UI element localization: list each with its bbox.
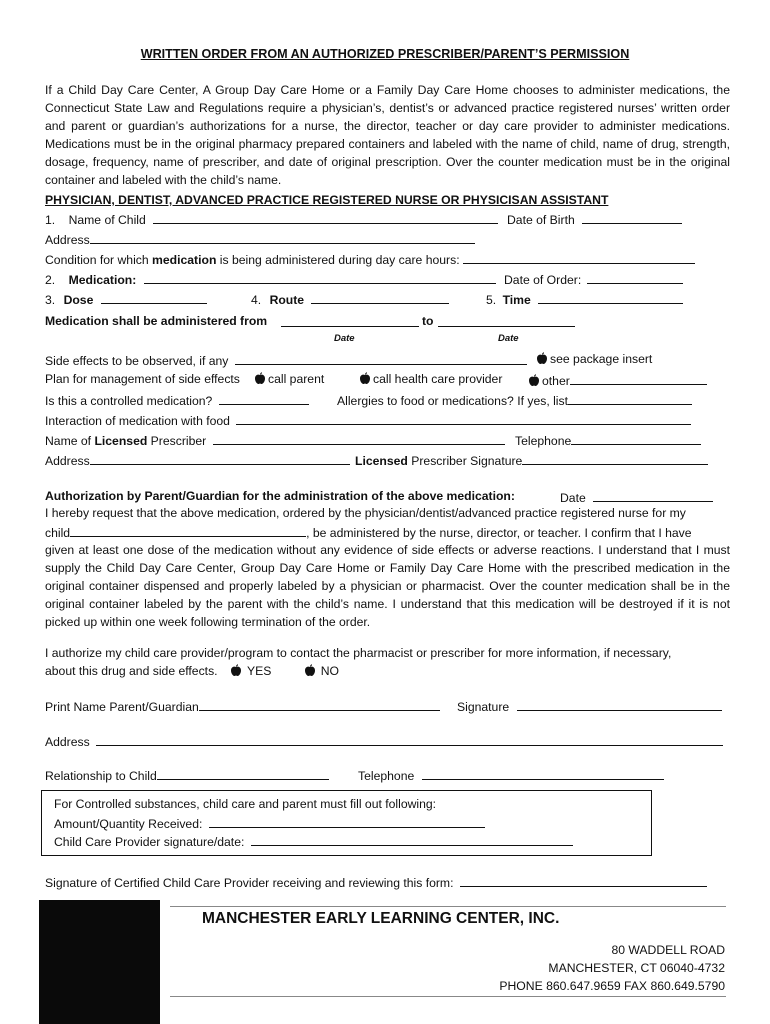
parent-telephone-row [358,767,664,784]
licensed-label: Licensed [355,454,408,468]
print-name-field[interactable] [199,698,440,711]
administered-from-label: Medication shall be administered from [45,314,268,328]
relationship-label: Relationship to Child [45,769,157,783]
authorize-line2 [45,664,339,679]
street-address: 80 WADDELL ROAD [611,943,725,957]
date-of-birth-field[interactable] [582,211,682,224]
item-number: 4. [251,293,262,307]
date-of-birth-label: Date of Birth [507,213,575,227]
provider-signature-field[interactable] [251,833,573,846]
prescriber-address-field[interactable] [90,452,350,465]
dose-label: Dose [63,293,94,307]
footer-bottom-divider [170,996,726,997]
call-provider-label: call health care provider [373,372,503,386]
dose-field[interactable] [101,291,207,304]
certified-signature-label: Signature of Certified Child Care Provider receiving and reviewing this form: [45,876,454,890]
end-date-field[interactable] [438,314,575,327]
amount-field[interactable] [209,815,485,828]
checkbox-apple-icon[interactable] [231,664,241,676]
date-of-order-label: Date of Order: [504,273,582,287]
parent-para-line2 [45,524,692,541]
organization-logo [39,900,160,1024]
allergies-field[interactable] [568,392,692,405]
child-name-row [45,211,498,228]
form-title: WRITTEN ORDER FROM AN AUTHORIZED PRESCRIBER/PARENT’S PERMISSION [140,47,630,61]
certified-signature-field[interactable] [460,874,707,887]
controlled-substances-box [41,790,652,856]
date-of-order-field[interactable] [587,271,683,284]
no-option[interactable] [305,664,339,678]
controlled-field[interactable] [219,392,309,405]
amount-row [54,815,485,832]
parent-heading: Authorization by Parent/Guardian for the administration of the above medication: [45,489,515,503]
parent-para-line2-rest: , be administered by the nurse, director, or teacher. I confirm that I have [306,526,692,540]
prescriber-name-row [45,432,505,449]
medication-row [45,271,496,288]
provider-signature-label: Child Care Provider signature/date: [54,835,245,849]
time-label: Time [502,293,531,307]
telephone-label: Telephone [515,434,572,448]
item-number: 1. [45,213,56,227]
item-number: 2. [45,273,56,287]
parent-address-row [45,733,723,750]
condition-field[interactable] [463,251,695,264]
address-label: Address [45,454,90,468]
name-of-label: Name of [45,434,95,448]
interaction-label: Interaction of medication with food [45,414,230,428]
item-number: 5. [486,293,497,307]
parent-address-field[interactable] [96,733,723,746]
prescriber-label: Prescriber [147,434,207,448]
yes-option[interactable] [231,664,271,678]
allergies-row [337,392,692,409]
phone-fax: PHONE 860.647.9659 FAX 860.649.5790 [499,979,725,993]
parent-paragraph: given at least one dose of the medication without any evidence of side effects or adverse reactions. I understand that I must supply the Child Day Care Center, Group Day Care Home or Family Day Care Home with the prescribed medication in the original container dispensed and properly labeled by a physician or pharmacist. Over the counter medication shall be in the original container labeled by the parent with the child’s name. I understand that this medication will be destroyed if it is not picked up within one week following termination of the order. [45,543,730,629]
condition-label-bold: medication [152,253,217,267]
other-option[interactable] [529,372,707,389]
prescriber-telephone-row [515,432,701,449]
call-parent-option[interactable] [255,372,324,387]
medication-label: Medication: [68,273,137,287]
interaction-row [45,412,691,429]
footer-top-divider [170,906,726,907]
to-label: to [422,314,434,328]
no-label: NO [320,664,340,678]
other-label: other [542,374,570,388]
package-insert-option[interactable] [537,352,652,367]
parent-date-row [560,489,713,506]
amount-label: Amount/Quantity Received: [54,817,203,831]
organization-name: MANCHESTER EARLY LEARNING CENTER, INC. [202,910,560,927]
name-of-child-label: Name of Child [68,213,146,227]
dob-row [507,211,682,228]
prescriber-signature-field[interactable] [522,452,708,465]
route-label: Route [269,293,305,307]
relationship-field[interactable] [157,767,329,780]
child-name-field[interactable] [153,211,498,224]
controlled-label: Is this a controlled medication? [45,394,213,408]
start-date-caption: Date [334,333,355,344]
parent-telephone-field[interactable] [422,767,664,780]
end-date-caption: Date [498,333,519,344]
interaction-field[interactable] [236,412,691,425]
time-field[interactable] [538,291,683,304]
telephone-label: Telephone [358,769,415,783]
see-package-insert-label: see package insert [550,352,653,366]
controlled-box-heading: For Controlled substances, child care and parent must fill out following: [54,797,437,811]
prescriber-name-field[interactable] [213,432,505,445]
call-parent-label: call parent [268,372,325,386]
checkbox-apple-icon[interactable] [537,352,547,364]
condition-label-post: is being administered during day care hours: [216,253,460,267]
time-row [486,291,683,308]
certified-signature-row [45,874,707,891]
parent-signature-row [457,698,722,715]
plan-label: Plan for management of side effects [45,372,240,386]
address-row [45,231,475,248]
intro-paragraph: If a Child Day Care Center, A Group Day Care Home or a Family Day Care Home chooses to administer medications, the Connecticut State Law and Regulations require a physician’s, dentist’s or advanced practice registered nurses’ written order and parent or guardian’s authorizations for a nurse, the director, teacher or day care provider to administer medications. Medications must be in the original pharmacy prepared containers and labeled with the name of child, name of drug, strength, dosage, frequency, name of prescriber, and date of original prescription. Over the counter medication must be in the original container and labeled with the child’s name. [45,83,730,187]
allergies-label: Allergies to food or medications? If yes, list [337,394,568,408]
parent-signature-field[interactable] [517,698,722,711]
start-date-field[interactable] [281,314,419,327]
route-row [251,291,449,308]
authorize-line1: I authorize my child care provider/program to contact the pharmacist or prescriber for more information, if necessary, [45,646,672,660]
city-address: MANCHESTER, CT 06040-4732 [548,961,725,975]
address-field[interactable] [90,231,475,244]
side-effects-label: Side effects to be observed, if any [45,354,229,368]
licensed-label: Licensed [94,434,148,448]
item-number: 3. [45,293,56,307]
checkbox-apple-icon[interactable] [529,374,539,386]
relationship-row [45,767,329,784]
medication-field[interactable] [144,271,496,284]
prescriber-signature-row [355,452,708,469]
date-label: Date [560,491,586,505]
other-field[interactable] [570,372,707,385]
print-name-label: Print Name Parent/Guardian [45,700,199,714]
prescriber-heading: PHYSICIAN, DENTIST, ADVANCED PRACTICE REGISTERED NURSE OR PHYSICISAN ASSISTANT [45,193,609,207]
condition-label-pre: Condition for which [45,253,153,267]
provider-signature-row [54,833,573,850]
print-name-row [45,698,440,715]
signature-label: Signature [457,700,510,714]
yes-label: YES [246,664,272,678]
condition-row [45,251,695,268]
dose-row [45,291,207,308]
checkbox-apple-icon[interactable] [255,372,265,384]
prescriber-telephone-field[interactable] [571,432,701,445]
controlled-row [45,392,309,409]
checkbox-apple-icon[interactable] [360,372,370,384]
call-provider-option[interactable] [360,372,502,387]
prescriber-address-row [45,452,350,469]
child-label: child [45,526,71,540]
parent-child-field[interactable] [70,524,306,537]
route-field[interactable] [311,291,449,304]
parent-date-field[interactable] [593,489,713,502]
parent-para-line1: I hereby request that the above medication, ordered by the physician/dentist/advanced practice registered nurse for my [45,506,686,520]
side-effects-row [45,352,527,369]
authorize-line2-text: about this drug and side effects. [45,664,218,678]
side-effects-field[interactable] [235,352,527,365]
checkbox-apple-icon[interactable] [305,664,315,676]
address-label: Address [45,735,90,749]
prescriber-signature-label: Prescriber Signature [407,454,523,468]
address-label: Address [45,233,90,247]
date-of-order-row [504,271,683,288]
